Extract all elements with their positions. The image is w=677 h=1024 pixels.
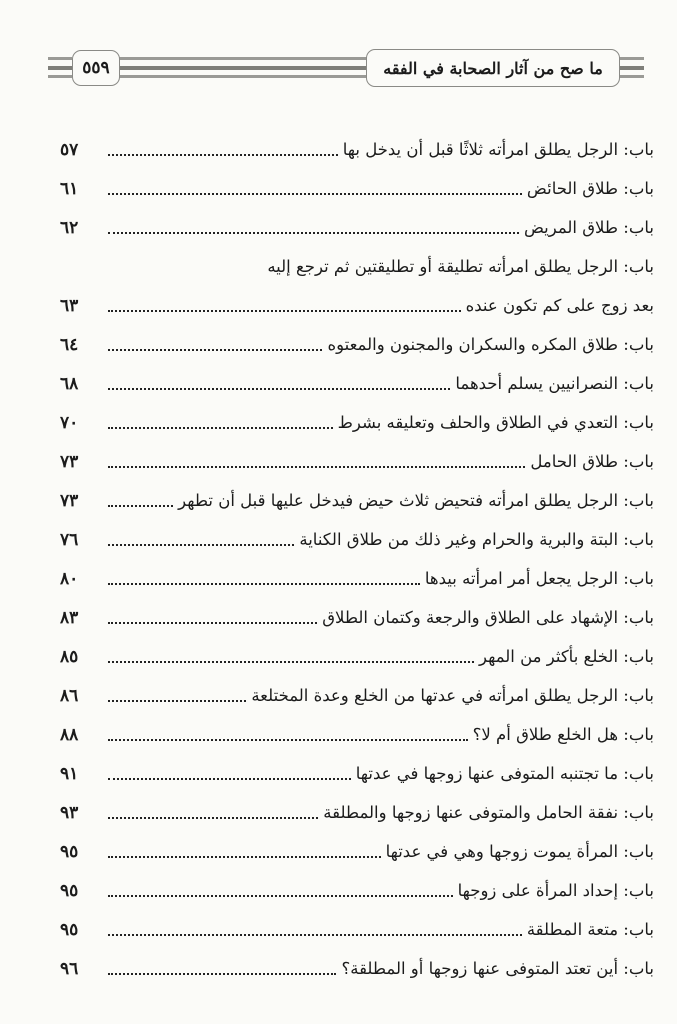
toc-entry — [60, 401, 654, 440]
toc-entry — [60, 596, 654, 635]
toc-entry — [60, 284, 654, 323]
dot-leader — [108, 973, 336, 975]
toc-entry-page: ٥٧ — [60, 140, 79, 160]
toc-entry-title: باب: الإشهاد على الطلاق والرجعة وكتمان الطلاق — [322, 608, 654, 627]
table-of-contents — [60, 128, 654, 986]
toc-entry-page: ٧٦ — [60, 530, 79, 550]
toc-entry-page: ٦٣ — [60, 296, 79, 316]
header-rule — [118, 66, 372, 70]
toc-entry-page: ٨٣ — [60, 608, 79, 628]
header-rule — [618, 66, 644, 70]
toc-entry-title: بعد زوج على كم تكون عنده — [465, 296, 654, 315]
toc-entry — [60, 206, 654, 245]
toc-entry-page: ٨٨ — [60, 725, 79, 745]
header-rule — [118, 75, 372, 78]
header-rule — [48, 57, 72, 60]
toc-entry — [60, 830, 654, 869]
toc-entry — [60, 947, 654, 986]
dot-leader — [108, 934, 522, 936]
toc-entry-page: ٩٣ — [60, 803, 79, 823]
dot-leader — [108, 661, 474, 663]
dot-leader — [108, 349, 322, 351]
dot-leader — [108, 739, 468, 741]
dot-leader — [108, 466, 525, 468]
toc-entry — [60, 245, 654, 284]
toc-entry — [60, 908, 654, 947]
toc-entry-title: باب: نفقة الحامل والمتوفى عنها زوجها والمطلقة — [323, 803, 654, 822]
toc-entry-page: ٨٥ — [60, 647, 79, 667]
toc-entry-page: ٩٥ — [60, 920, 79, 940]
toc-entry-title: باب: البتة والبرية والحرام وغير ذلك من طلاق الكناية — [299, 530, 654, 549]
toc-entry-title: باب: إحداد المرأة على زوجها — [457, 881, 654, 900]
toc-entry — [60, 791, 654, 830]
dot-leader — [108, 232, 519, 234]
toc-entry-title: باب: الخلع بأكثر من المهر — [478, 647, 654, 666]
toc-entry-title: باب: الرجل يطلق امرأته تطليقة أو تطليقتين ثم ترجع إليه — [267, 257, 654, 276]
toc-entry-page: ٩١ — [60, 764, 79, 784]
toc-entry-title: باب: طلاق المكره والسكران والمجنون والمعتوه — [327, 335, 654, 354]
toc-entry-title: باب: طلاق الحائض — [526, 179, 654, 198]
toc-entry-page: ٦٢ — [60, 218, 79, 238]
dot-leader — [108, 388, 450, 390]
toc-entry — [60, 557, 654, 596]
toc-entry-title: باب: هل الخلع طلاق أم لا؟ — [472, 725, 654, 744]
toc-entry-title: باب: الرجل يطلق امرأته فتحيض ثلاث حيض فيدخل عليها قبل أن تطهر — [178, 491, 654, 510]
toc-entry-page: ٧٣ — [60, 452, 79, 472]
toc-entry-page: ٨٠ — [60, 569, 79, 589]
header-rule — [618, 57, 644, 60]
dot-leader — [108, 895, 453, 897]
toc-entry-title: باب: ما تجتنبه المتوفى عنها زوجها في عدتها — [355, 764, 654, 783]
dot-leader — [108, 583, 420, 585]
header-rule — [48, 66, 72, 70]
toc-entry-page: ٧٣ — [60, 491, 79, 511]
page-number: ٥٥٩ — [72, 50, 120, 86]
toc-entry — [60, 128, 654, 167]
toc-entry — [60, 869, 654, 908]
header-rule — [118, 57, 372, 60]
dot-leader — [108, 505, 173, 507]
toc-entry-page: ٦٨ — [60, 374, 79, 394]
toc-entry — [60, 518, 654, 557]
toc-entry-page: ٩٥ — [60, 842, 79, 862]
toc-entry — [60, 635, 654, 674]
dot-leader — [108, 154, 338, 156]
toc-entry-title: باب: متعة المطلقة — [526, 920, 654, 939]
toc-entry-title: باب: التعدي في الطلاق والحلف وتعليقه بشرط — [337, 413, 654, 432]
toc-entry-title: باب: أين تعتد المتوفى عنها زوجها أو المطلقة؟ — [341, 959, 654, 978]
header-rule — [618, 75, 644, 78]
page-header — [0, 48, 677, 92]
dot-leader — [108, 193, 522, 195]
toc-entry — [60, 167, 654, 206]
header-rule — [48, 75, 72, 78]
toc-entry-title: باب: النصرانيين يسلم أحدهما — [455, 374, 654, 393]
toc-entry-title: باب: طلاق المريض — [523, 218, 654, 237]
dot-leader — [108, 817, 318, 819]
toc-entry — [60, 752, 654, 791]
dot-leader — [108, 544, 294, 546]
toc-entry — [60, 713, 654, 752]
toc-entry-page: ٦١ — [60, 179, 79, 199]
toc-entry — [60, 479, 654, 518]
dot-leader — [108, 856, 381, 858]
dot-leader — [108, 427, 333, 429]
toc-entry-page: ٩٥ — [60, 881, 79, 901]
toc-entry-page: ٩٦ — [60, 959, 79, 979]
dot-leader — [108, 700, 246, 702]
toc-entry — [60, 362, 654, 401]
toc-entry — [60, 440, 654, 479]
toc-entry — [60, 323, 654, 362]
toc-entry-title: باب: الرجل يطلق امرأته في عدتها من الخلع وعدة المختلعة — [251, 686, 654, 705]
dot-leader — [108, 622, 317, 624]
toc-entry-page: ٧٠ — [60, 413, 79, 433]
dot-leader — [108, 778, 351, 780]
toc-entry-title: باب: المرأة يموت زوجها وهي في عدتها — [385, 842, 654, 861]
toc-entry-title: باب: الرجل يطلق امرأته ثلاثًا قبل أن يدخل بها — [342, 140, 654, 159]
dot-leader — [108, 310, 461, 312]
running-title: ما صح من آثار الصحابة في الفقه — [366, 49, 620, 87]
toc-entry-title: باب: طلاق الحامل — [530, 452, 654, 471]
toc-entry — [60, 674, 654, 713]
toc-entry-page: ٨٦ — [60, 686, 79, 706]
toc-entry-title: باب: الرجل يجعل أمر امرأته بيدها — [424, 569, 654, 588]
toc-entry-page: ٦٤ — [60, 335, 79, 355]
